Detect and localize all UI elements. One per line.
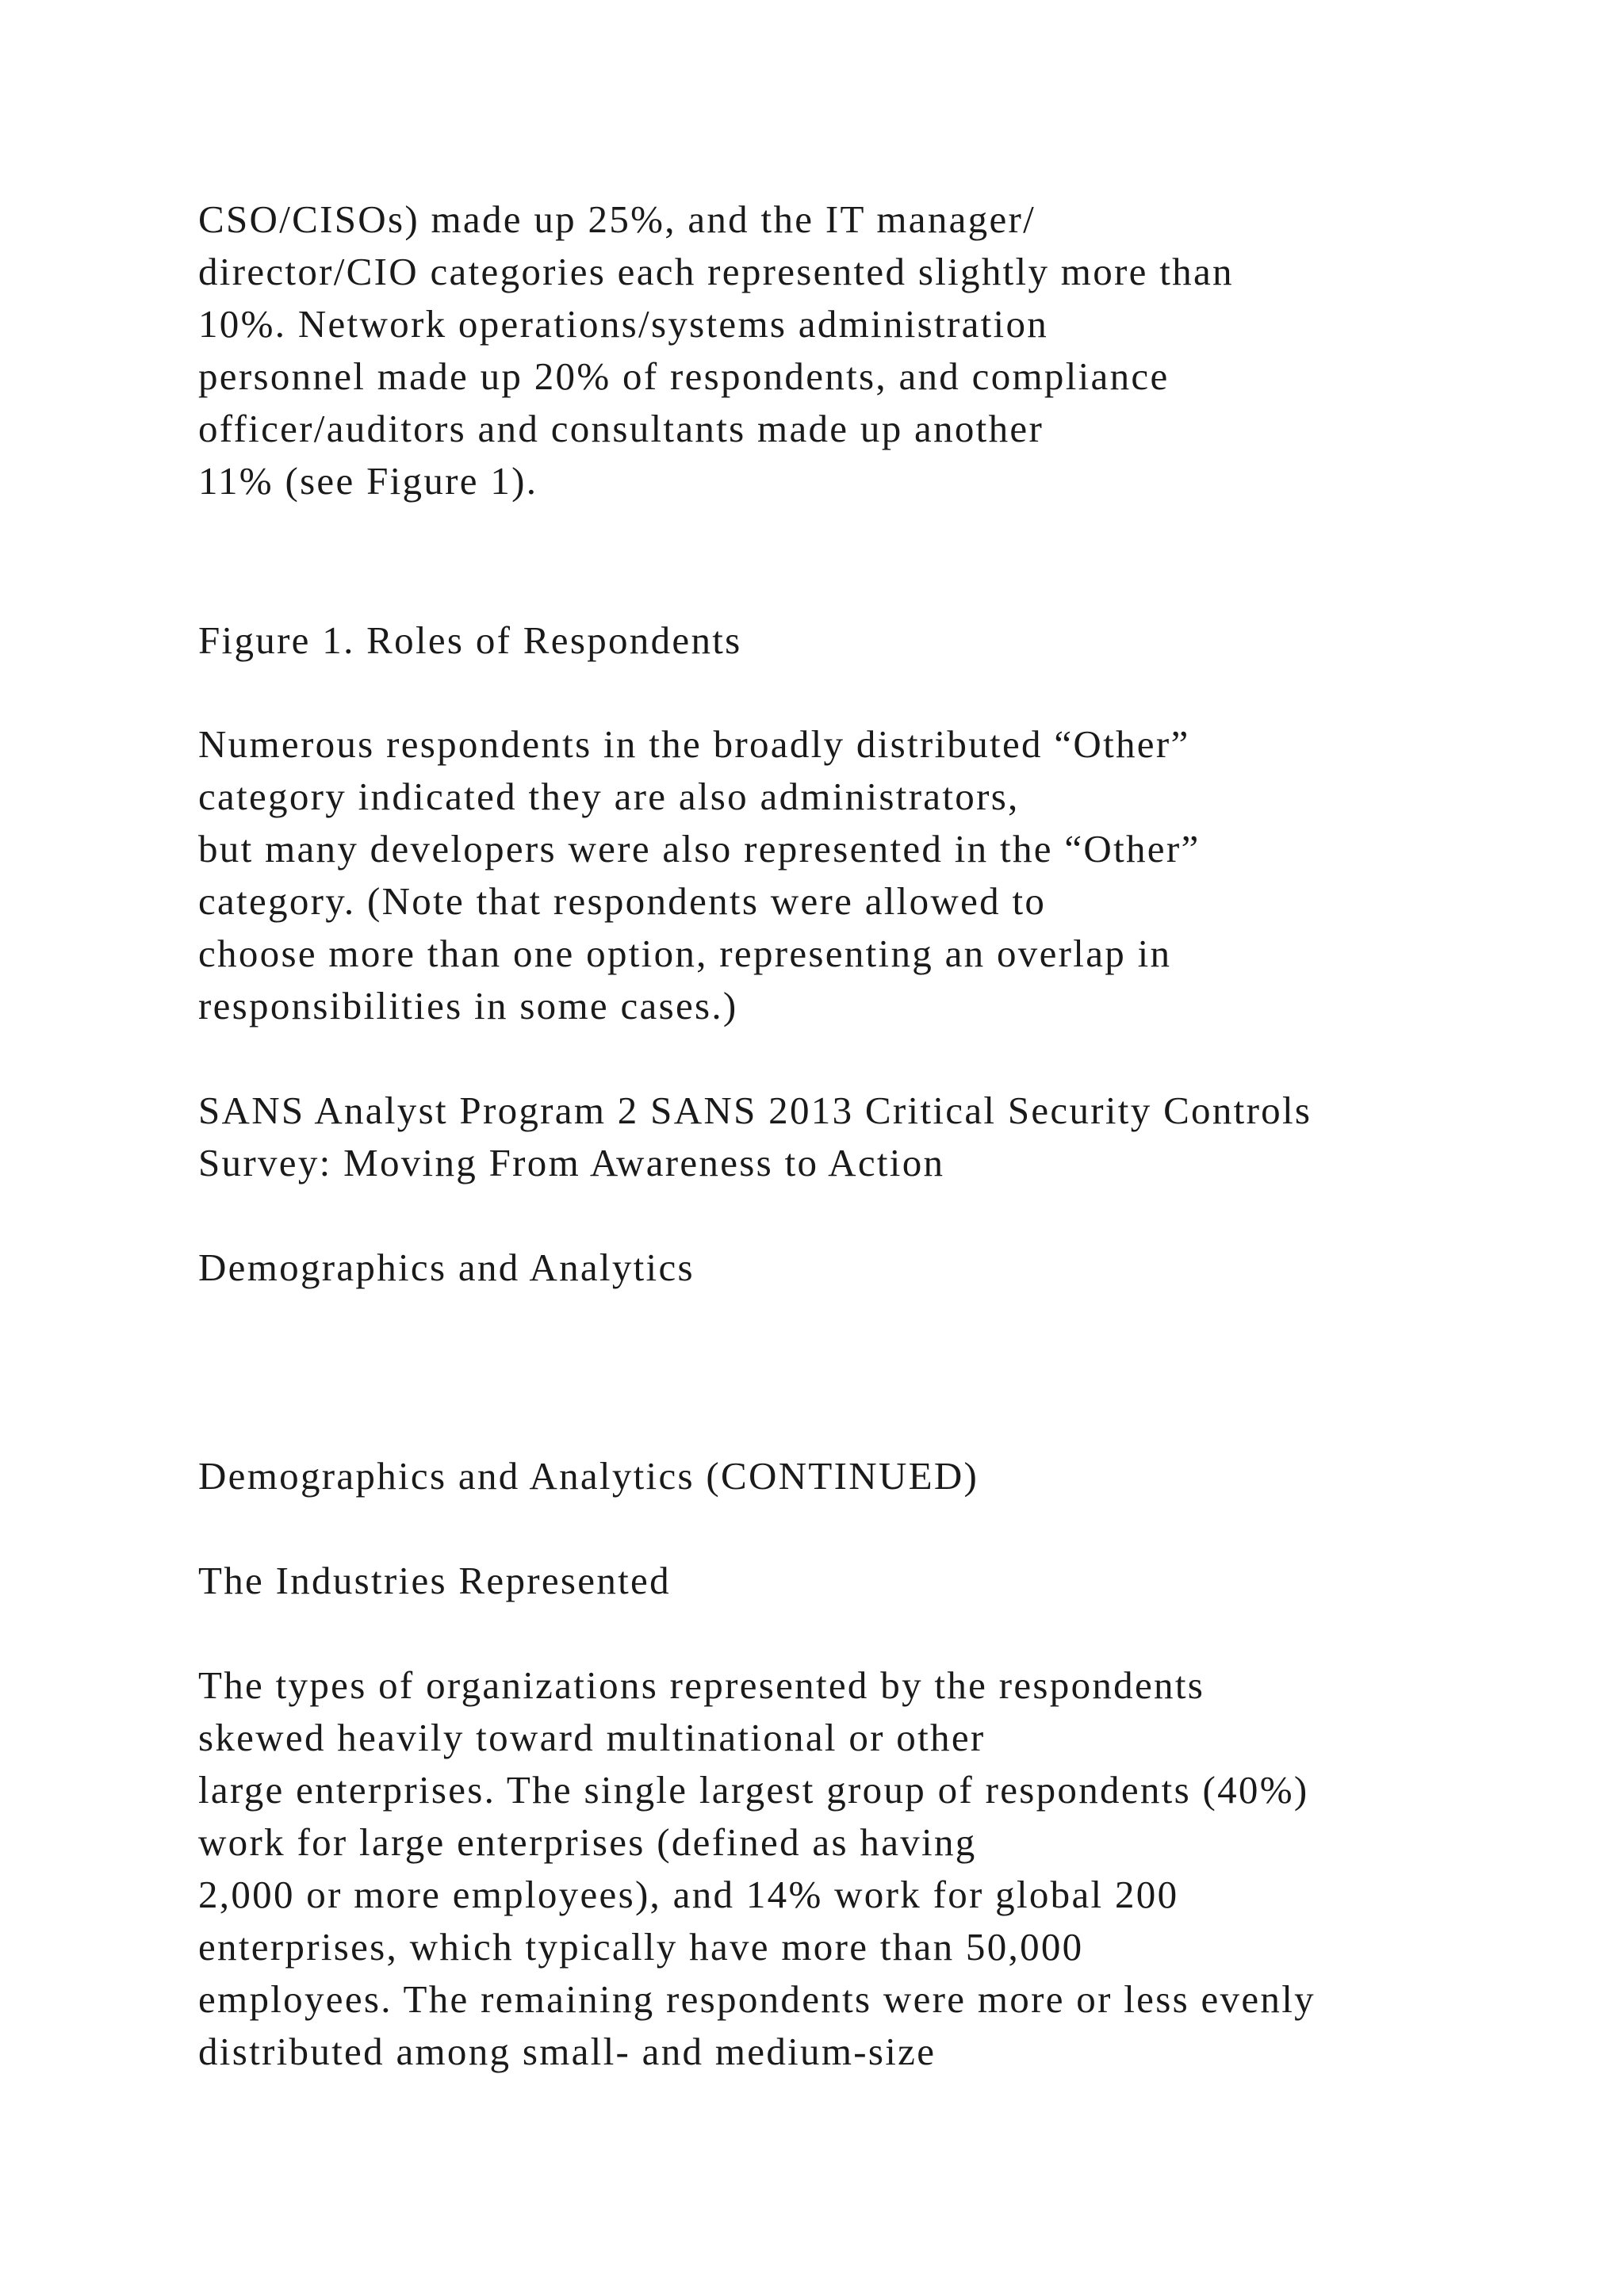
footer-line: SANS Analyst Program 2 SANS 2013 Critical Security Controls	[198, 1089, 1312, 1132]
section-heading: Demographics and Analytics (CONTINUED)	[198, 1454, 979, 1498]
subsection-heading: The Industries Represented	[198, 1559, 671, 1602]
text-line: category indicated they are also administrators,	[198, 775, 1020, 818]
text-line: but many developers were also represented in the “Other”	[198, 827, 1201, 871]
section-heading: Demographics and Analytics	[198, 1246, 695, 1289]
text-line: responsibilities in some cases.)	[198, 984, 738, 1027]
text-line: distributed among small- and medium-size	[198, 2030, 936, 2073]
text-line: employees. The remaining respondents were more or less evenly	[198, 1977, 1316, 2021]
text-line: 2,000 or more employees), and 14% work for global 200	[198, 1873, 1179, 1916]
text-line: work for large enterprises (defined as having	[198, 1820, 977, 1864]
text-line: The types of organizations represented by the respondents	[198, 1663, 1205, 1707]
text-line: CSO/CISOs) made up 25%, and the IT manager/	[198, 197, 1036, 241]
footer-line: Survey: Moving From Awareness to Action	[198, 1141, 945, 1184]
text-line: Numerous respondents in the broadly distributed “Other”	[198, 722, 1190, 766]
text-line: 11% (see Figure 1).	[198, 459, 538, 503]
text-line: skewed heavily toward multinational or other	[198, 1716, 986, 1759]
text-line: choose more than one option, representing an overlap in	[198, 932, 1172, 975]
text-line: enterprises, which typically have more than 50,000	[198, 1925, 1084, 1969]
text-line: 10%. Network operations/systems administration	[198, 302, 1049, 346]
text-line: officer/auditors and consultants made up another	[198, 407, 1044, 450]
figure-caption: Figure 1. Roles of Respondents	[198, 618, 742, 662]
text-line: director/CIO categories each represented slightly more than	[198, 250, 1234, 293]
text-line: personnel made up 20% of respondents, and compliance	[198, 354, 1170, 398]
text-line: large enterprises. The single largest group of respondents (40%)	[198, 1768, 1309, 1812]
text-line: category. (Note that respondents were allowed to	[198, 879, 1047, 923]
